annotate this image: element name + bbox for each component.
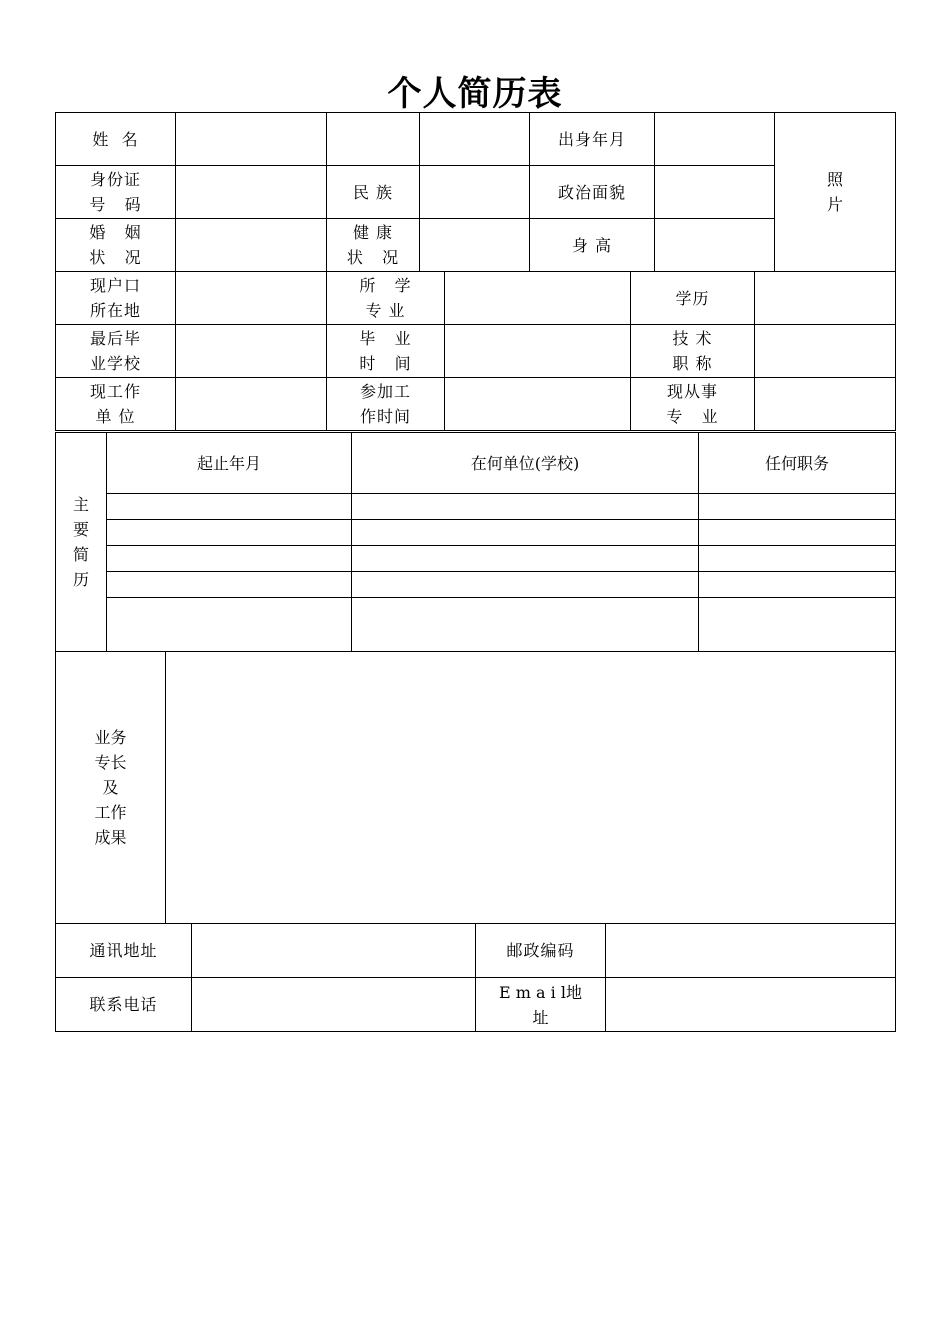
basic-info-section xyxy=(55,112,895,272)
resume-position-cell[interactable] xyxy=(699,494,896,520)
school-label: 最后毕 业学校 xyxy=(56,325,176,378)
health-label: 健 康 状 况 xyxy=(327,219,420,272)
table-row xyxy=(56,520,896,546)
resume-organization-cell[interactable] xyxy=(352,598,699,652)
major-field[interactable] xyxy=(445,272,631,325)
resume-organization-cell[interactable] xyxy=(352,520,699,546)
marital-status-label: 婚 姻 状 况 xyxy=(56,219,176,272)
health-field[interactable] xyxy=(420,219,530,272)
resume-period-cell[interactable] xyxy=(107,494,352,520)
current-major-field[interactable] xyxy=(755,378,896,431)
id-number-label: 身份证 号 码 xyxy=(56,166,176,219)
work-start-field[interactable] xyxy=(445,378,631,431)
degree-field[interactable] xyxy=(755,272,896,325)
political-status-field[interactable] xyxy=(655,166,775,219)
political-status-label: 政治面貌 xyxy=(530,166,655,219)
hukou-field[interactable] xyxy=(176,272,327,325)
email-field[interactable] xyxy=(606,978,896,1032)
table-row xyxy=(56,494,896,520)
resume-section-label: 主 要 简 历 xyxy=(56,433,107,652)
photo-box[interactable] xyxy=(775,113,896,272)
table-row xyxy=(56,572,896,598)
name-extra-field-2[interactable] xyxy=(420,113,530,166)
workplace-field[interactable] xyxy=(176,378,327,431)
expertise-field[interactable] xyxy=(166,652,896,924)
ethnicity-label: 民 族 xyxy=(327,166,420,219)
name-label: 姓 名 xyxy=(56,113,176,166)
resume-period-cell[interactable] xyxy=(107,546,352,572)
table-row xyxy=(56,546,896,572)
resume-period-cell[interactable] xyxy=(107,520,352,546)
major-label: 所 学 专 业 xyxy=(327,272,445,325)
address-label: 通讯地址 xyxy=(56,924,192,978)
name-field[interactable] xyxy=(176,113,327,166)
birth-field[interactable] xyxy=(655,113,775,166)
education-section xyxy=(55,271,895,431)
resume-header-position: 任何职务 xyxy=(699,433,896,494)
email-label: E m a i l地 址 xyxy=(476,978,606,1032)
table-row xyxy=(56,598,896,652)
expertise-section xyxy=(55,651,895,924)
contact-section xyxy=(55,923,895,1032)
degree-label: 学历 xyxy=(631,272,755,325)
current-major-label: 现从事 专 业 xyxy=(631,378,755,431)
resume-section xyxy=(55,432,895,652)
page-title: 个人简历表 xyxy=(387,74,563,114)
marital-status-field[interactable] xyxy=(176,219,327,272)
phone-field[interactable] xyxy=(192,978,476,1032)
name-extra-field-1[interactable] xyxy=(327,113,420,166)
resume-header-period: 起止年月 xyxy=(107,433,352,494)
technical-title-label: 技 术 职 称 xyxy=(631,325,755,378)
workplace-label: 现工作 单 位 xyxy=(56,378,176,431)
resume-period-cell[interactable] xyxy=(107,598,352,652)
resume-position-cell[interactable] xyxy=(699,572,896,598)
work-start-label: 参加工 作时间 xyxy=(327,378,445,431)
graduation-time-field[interactable] xyxy=(445,325,631,378)
address-field[interactable] xyxy=(192,924,476,978)
school-field[interactable] xyxy=(176,325,327,378)
resume-organization-cell[interactable] xyxy=(352,494,699,520)
technical-title-field[interactable] xyxy=(755,325,896,378)
resume-organization-cell[interactable] xyxy=(352,572,699,598)
id-number-field[interactable] xyxy=(176,166,327,219)
resume-period-cell[interactable] xyxy=(107,572,352,598)
expertise-label: 业务 专长 及 工作 成果 xyxy=(56,652,166,924)
phone-label: 联系电话 xyxy=(56,978,192,1032)
postcode-field[interactable] xyxy=(606,924,896,978)
hukou-label: 现户口 所在地 xyxy=(56,272,176,325)
resume-position-cell[interactable] xyxy=(699,598,896,652)
height-label: 身 高 xyxy=(530,219,655,272)
photo-label: 照 片 xyxy=(826,170,843,214)
postcode-label: 邮政编码 xyxy=(476,924,606,978)
resume-position-cell[interactable] xyxy=(699,520,896,546)
height-field[interactable] xyxy=(655,219,775,272)
birth-label: 出身年月 xyxy=(530,113,655,166)
graduation-time-label: 毕 业 时 间 xyxy=(327,325,445,378)
resume-header-organization: 在何单位(学校) xyxy=(352,433,699,494)
ethnicity-field[interactable] xyxy=(420,166,530,219)
resume-organization-cell[interactable] xyxy=(352,546,699,572)
resume-position-cell[interactable] xyxy=(699,546,896,572)
